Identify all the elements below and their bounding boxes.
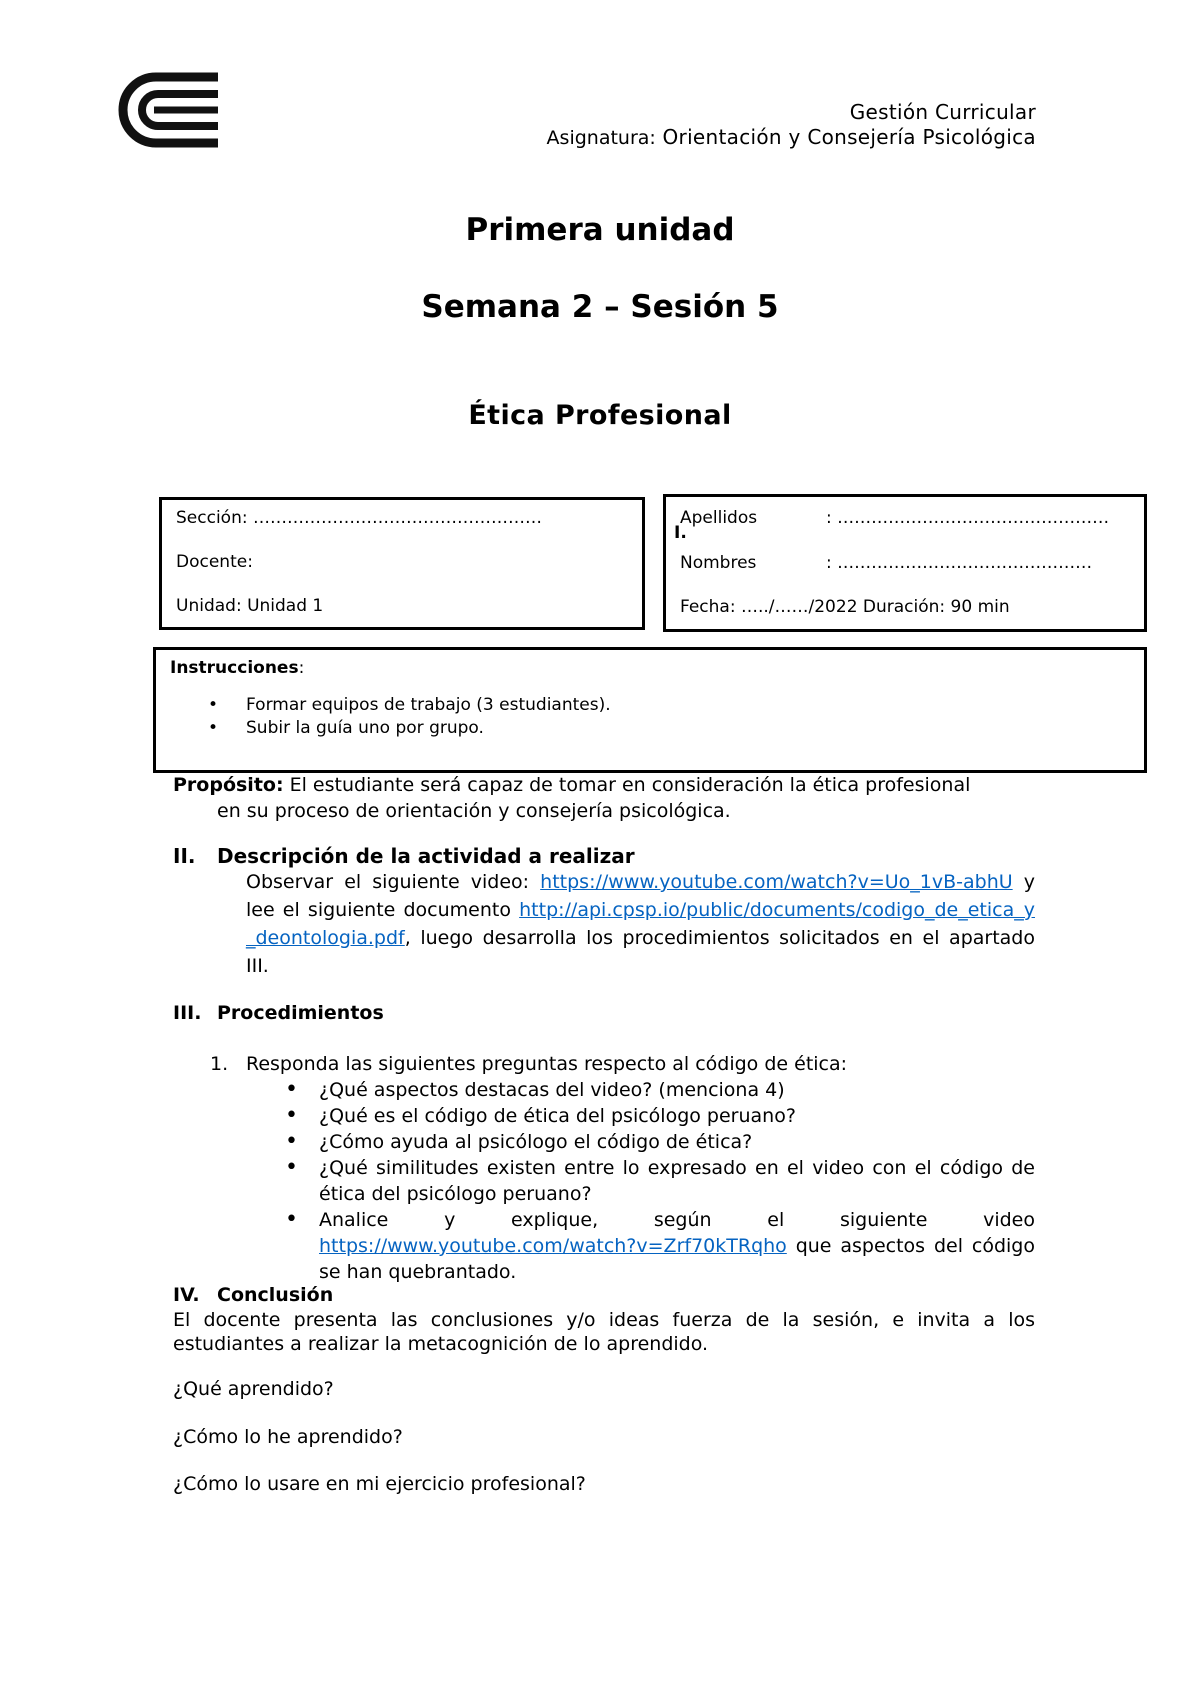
instructions-box [153,647,1147,773]
roman-numeral-i: I. [674,523,687,543]
date-duration-field: Fecha: …../……/2022 Duración: 90 min [680,597,1010,617]
purpose-text-2: en su proceso de orientación y consejería psicológica. [217,800,731,822]
institution-logo-icon [114,72,220,148]
reflection-question-2: ¿Cómo lo he aprendido? [173,1426,403,1448]
instructions-list [170,694,611,740]
activity-text-3: , luego desarrolla los procedimientos solicitados en el apartado III. [246,927,1035,977]
purpose-text-1: El estudiante será capaz de tomar en consideración la ética profesional [283,774,971,796]
surname-label: Apellidos [680,508,758,528]
q5-text-2: que aspectos del código se han quebrantado. [319,1235,1035,1283]
instructions-colon: : [298,658,305,678]
section-2-heading [173,844,635,868]
q5-text-1: Analice y explique, según el siguiente video [319,1209,1035,1231]
conclusion-text: El docente presenta las conclusiones y/o ideas fuerza de la sesión, e invita a los estudiantes a realizar la metacognición de lo aprendido. [173,1309,1035,1355]
subject-label: Asignatura: [546,127,656,149]
course-info-box [159,497,645,630]
reflection-question-3: ¿Cómo lo usare en mi ejercicio profesional? [173,1473,586,1495]
video-link-1[interactable]: https://www.youtube.com/watch?v=Uo_1vB-abhU [540,871,1013,893]
section-4-heading [173,1284,333,1306]
list-item: • ¿Cómo ayuda al psicólogo el código de ética? [280,1129,1035,1155]
instructions-title: Instrucciones [170,658,299,678]
section-2-text [246,868,1035,980]
subject-name: Orientación y Consejería Psicológica [662,125,1036,149]
surname-value: : ………………………………………… [826,508,1110,528]
step-text: Responda las siguientes preguntas respecto al código de ética: [246,1053,848,1075]
questions-list [280,1077,1035,1285]
instructions-heading [170,658,304,678]
header-subject [547,125,1036,151]
section-2-number: II. [173,844,196,868]
names-label: Nombres [680,553,757,573]
list-item: • ¿Qué aspectos destacas del video? (menciona 4) [280,1077,1035,1103]
document-header [547,100,1036,151]
activity-text-2: y lee el siguiente documento [246,871,1035,921]
purpose-paragraph [173,772,1035,824]
section-3-number: III. [173,1002,202,1024]
section-3-heading [173,1002,384,1024]
list-item: • ¿Qué es el código de ética del psicólogo peruano? [280,1103,1035,1129]
section-4-title: Conclusión [217,1284,334,1306]
week-session-title: Semana 2 – Sesión 5 [421,289,779,325]
section-field: Sección: …………………………………………… [176,508,542,528]
list-item: • Subir la guía uno por grupo. [170,717,611,740]
list-item: • ¿Qué similitudes existen entre lo expresado en el video con el código de ética del psicólogo peruano? [280,1155,1035,1207]
video-link-2[interactable]: https://www.youtube.com/watch?v=Zrf70kTRqho [319,1235,787,1257]
purpose-label: Propósito: [173,774,284,796]
unit-field: Unidad: Unidad 1 [176,596,324,616]
student-info-box [663,494,1147,632]
section-4-number: IV. [173,1284,200,1306]
procedure-step-1 [210,1051,1040,1077]
step-number: 1. [210,1053,229,1075]
section-3-title: Procedimientos [217,1002,384,1024]
section-2-title: Descripción de la actividad a realizar [217,844,635,868]
document-link[interactable]: http://api.cpsp.io/public/documents/codigo_de_etica_y_deontologia.pdf [246,899,1035,949]
reflection-question-1: ¿Qué aprendido? [173,1378,334,1400]
list-item: • Formar equipos de trabajo (3 estudiantes). [170,694,611,717]
names-value: : ……………………………………… [826,553,1093,573]
teacher-field: Docente: [176,552,253,572]
list-item [280,1207,1035,1285]
unit-title: Primera unidad [465,212,735,248]
header-brand: Gestión Curricular [849,100,1036,124]
activity-text-1: Observar el siguiente video: [246,871,541,893]
topic-title: Ética Profesional [468,400,732,431]
